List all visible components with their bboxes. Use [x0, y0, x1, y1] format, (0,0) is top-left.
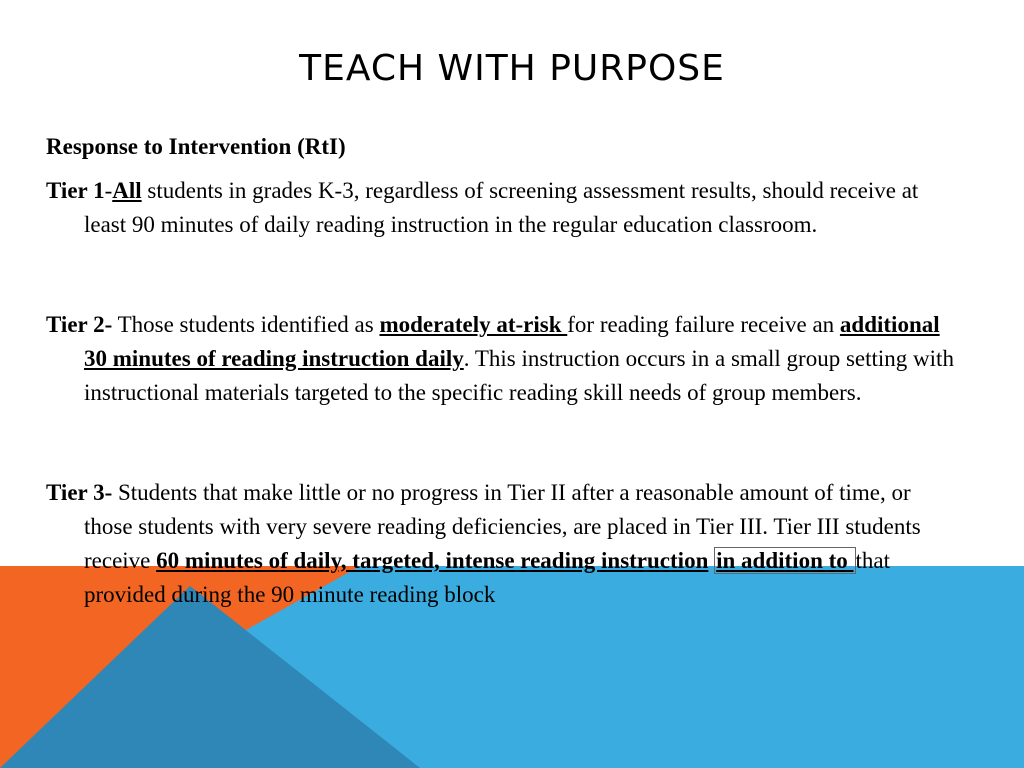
tier-3-emphasis-2: in addition to: [716, 548, 854, 573]
tier-2-text-1: Those students identified as: [112, 312, 380, 337]
tier-2-emphasis-1: moderately at-risk: [379, 312, 568, 337]
tier-1-paragraph: [46, 174, 956, 242]
tier-3-emphasis-1: 60 minutes of daily, targeted, intense reading instruction: [156, 548, 709, 573]
tier-2-paragraph: [46, 308, 956, 410]
tier-3-text-1: Students that make little or no progress in Tier II after a reasonable amount of time, or those students with very severe reading deficiencies, are placed in Tier III. Tier III students receive: [84, 480, 921, 573]
tier-1-dash: -: [104, 178, 113, 203]
slide-title: TEACH WITH PURPOSE: [299, 48, 725, 89]
tier-1-label: Tier 1: [46, 178, 105, 203]
tier-3-text-2: that provided during the 90 minute reading block: [84, 548, 891, 607]
tier-1-all: All: [112, 178, 142, 203]
tier-2-emphasis-2: additional 30 minutes of reading instruction daily: [84, 312, 940, 371]
tier-1-text: students in grades K-3, regardless of screening assessment results, should receive at least 90 minutes of daily reading instruction in the regular education classroom.: [84, 178, 919, 237]
tier-2-label: Tier 2-: [46, 312, 113, 337]
section-heading: Response to Intervention (RtI): [46, 134, 346, 159]
slide-body: [46, 130, 956, 612]
tier-2-text-2: for reading failure receive an: [567, 312, 840, 337]
tier-2-text-3: . This instruction occurs in a small group setting with instructional materials targeted to the specific reading skill needs of group members.: [84, 346, 954, 405]
tier-3-label: Tier 3-: [46, 480, 113, 505]
tier-3-paragraph: [46, 476, 956, 612]
